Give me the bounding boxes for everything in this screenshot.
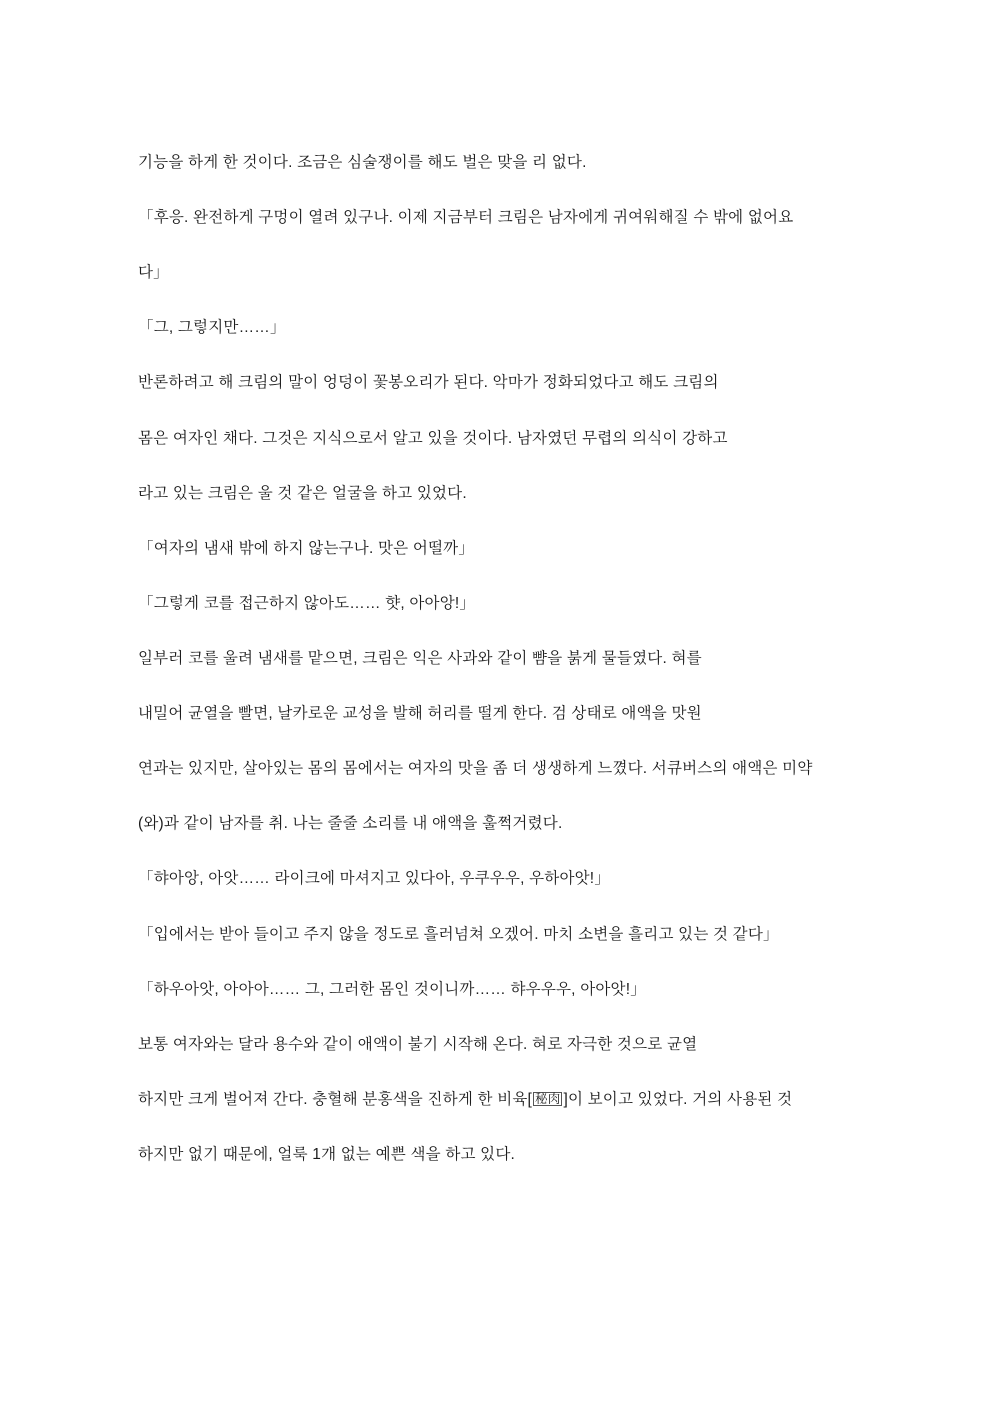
paragraph: 「입에서는 받아 들이고 주지 않을 정도로 흘러넘쳐 오겠어. 마치 소변을 흘리고 있는 것 같다」	[138, 925, 779, 943]
paragraph-text-before: 하지만 크게 벌어져 간다. 충혈해 분홍색을 진하게 한 비육[	[138, 1090, 533, 1108]
paragraph: 「그렇게 코를 접근하지 않아도…… 햣, 아아앙!」	[138, 594, 476, 612]
paragraph: 하지만 없기 때문에, 얼룩 1개 없는 예쁜 색을 하고 있다.	[138, 1145, 516, 1163]
paragraph: 「후응. 완전하게 구멍이 열려 있구나. 이제 지금부터 크림은 남자에게 귀여워해질 수 밖에 없어요	[138, 209, 794, 227]
paragraph: 「그, 그렇지만……」	[138, 319, 286, 337]
paragraph: 내밀어 균열을 빨면, 날카로운 교성을 발해 허리를 떨게 한다. 검 상태로 애액을 맛원	[138, 705, 702, 723]
paragraph: 「하우아앗, 아아아…… 그, 그러한 몸인 것이니까…… 햐우우우, 아아앗!」	[138, 980, 646, 998]
paragraph: 연과는 있지만, 살아있는 몸의 몸에서는 여자의 맛을 좀 더 생생하게 느꼈다. 서큐버스의 애액은 미약	[138, 760, 813, 778]
paragraph: 다」	[138, 264, 169, 282]
paragraph-with-ruby	[138, 1087, 857, 1112]
paragraph: 「햐아앙, 아앗…… 라이크에 마셔지고 있다아, 우쿠우우, 우하아앗!」	[138, 870, 611, 888]
paragraph: (와)과 같이 남자를 취. 나는 줄줄 소리를 내 애액을 훌쩍거렸다.	[138, 815, 563, 833]
paragraph: 보통 여자와는 달라 용수와 같이 애액이 불기 시작해 온다. 혀로 자극한 것으로 균열	[138, 1035, 698, 1053]
paragraph-text-after: ]이 보이고 있었다. 거의 사용된 것	[563, 1090, 793, 1108]
document-body	[138, 150, 857, 1167]
paragraph: 기능을 하게 한 것이다. 조금은 심술쟁이를 해도 벌은 맞을 리 없다.	[138, 154, 587, 171]
paragraph: 반론하려고 해 크림의 말이 엉덩이 꽃봉오리가 된다. 악마가 정화되었다고 해도 크림의	[138, 374, 719, 392]
paragraph: 라고 있는 크림은 울 것 같은 얼굴을 하고 있었다.	[138, 484, 467, 502]
ruby-annotation: 秘肉	[535, 1091, 561, 1106]
paragraph: 일부러 코를 울려 냄새를 맡으면, 크림은 익은 사과와 같이 뺨을 붉게 물들였다. 혀를	[138, 649, 702, 667]
paragraph: 몸은 여자인 채다. 그것은 지식으로서 알고 있을 것이다. 남자였던 무렵의 의식이 강하고	[138, 429, 728, 447]
paragraph: 「여자의 냄새 밖에 하지 않는구나. 맛은 어떨까」	[138, 539, 475, 557]
